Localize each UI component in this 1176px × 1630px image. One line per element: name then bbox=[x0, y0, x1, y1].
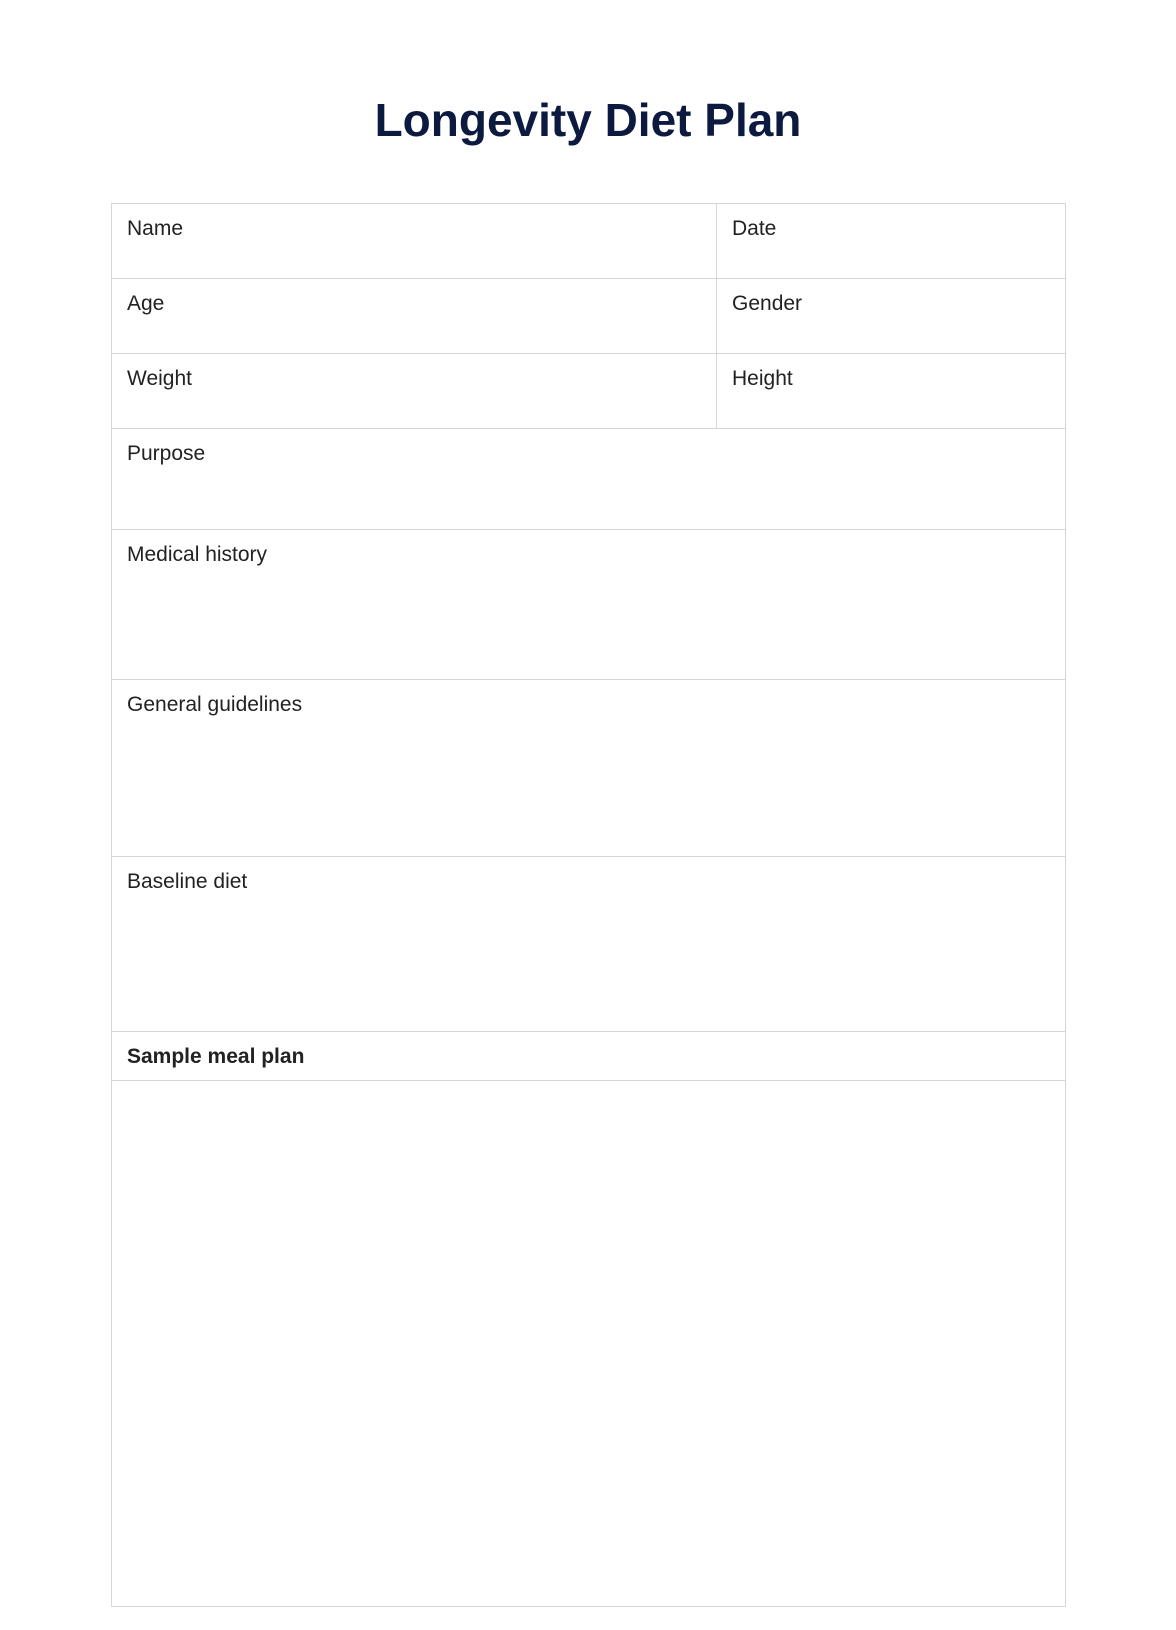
height-label: Height bbox=[732, 367, 793, 390]
medical-history-label: Medical history bbox=[127, 543, 268, 566]
sample-meal-plan-row bbox=[112, 1081, 1065, 1606]
age-gender-row bbox=[112, 279, 1065, 354]
baseline-diet-field[interactable] bbox=[112, 857, 1065, 1031]
sample-meal-plan-label: Sample meal plan bbox=[127, 1045, 305, 1068]
baseline-diet-row bbox=[112, 857, 1065, 1032]
date-label: Date bbox=[732, 217, 777, 240]
gender-label: Gender bbox=[732, 292, 803, 315]
sample-meal-plan-header-row bbox=[112, 1032, 1065, 1081]
name-label: Name bbox=[127, 217, 184, 240]
age-field[interactable] bbox=[112, 279, 717, 353]
medical-history-row bbox=[112, 530, 1065, 680]
diet-plan-form bbox=[111, 203, 1066, 1607]
sample-meal-plan-heading bbox=[112, 1032, 1065, 1080]
purpose-row bbox=[112, 429, 1065, 530]
name-field[interactable] bbox=[112, 204, 717, 278]
gender-field[interactable] bbox=[717, 279, 1065, 353]
general-guidelines-label: General guidelines bbox=[127, 693, 303, 716]
name-date-row bbox=[112, 204, 1065, 279]
age-label: Age bbox=[127, 292, 165, 315]
baseline-diet-label: Baseline diet bbox=[127, 870, 248, 893]
general-guidelines-row bbox=[112, 680, 1065, 857]
page-title: Longevity Diet Plan bbox=[374, 94, 802, 146]
date-field[interactable] bbox=[717, 204, 1065, 278]
weight-field[interactable] bbox=[112, 354, 717, 428]
medical-history-field[interactable] bbox=[112, 530, 1065, 679]
sample-meal-plan-field[interactable] bbox=[112, 1081, 1065, 1606]
general-guidelines-field[interactable] bbox=[112, 680, 1065, 856]
purpose-field[interactable] bbox=[112, 429, 1065, 529]
purpose-label: Purpose bbox=[127, 442, 206, 465]
height-field[interactable] bbox=[717, 354, 1065, 428]
weight-label: Weight bbox=[127, 367, 192, 390]
weight-height-row bbox=[112, 354, 1065, 429]
